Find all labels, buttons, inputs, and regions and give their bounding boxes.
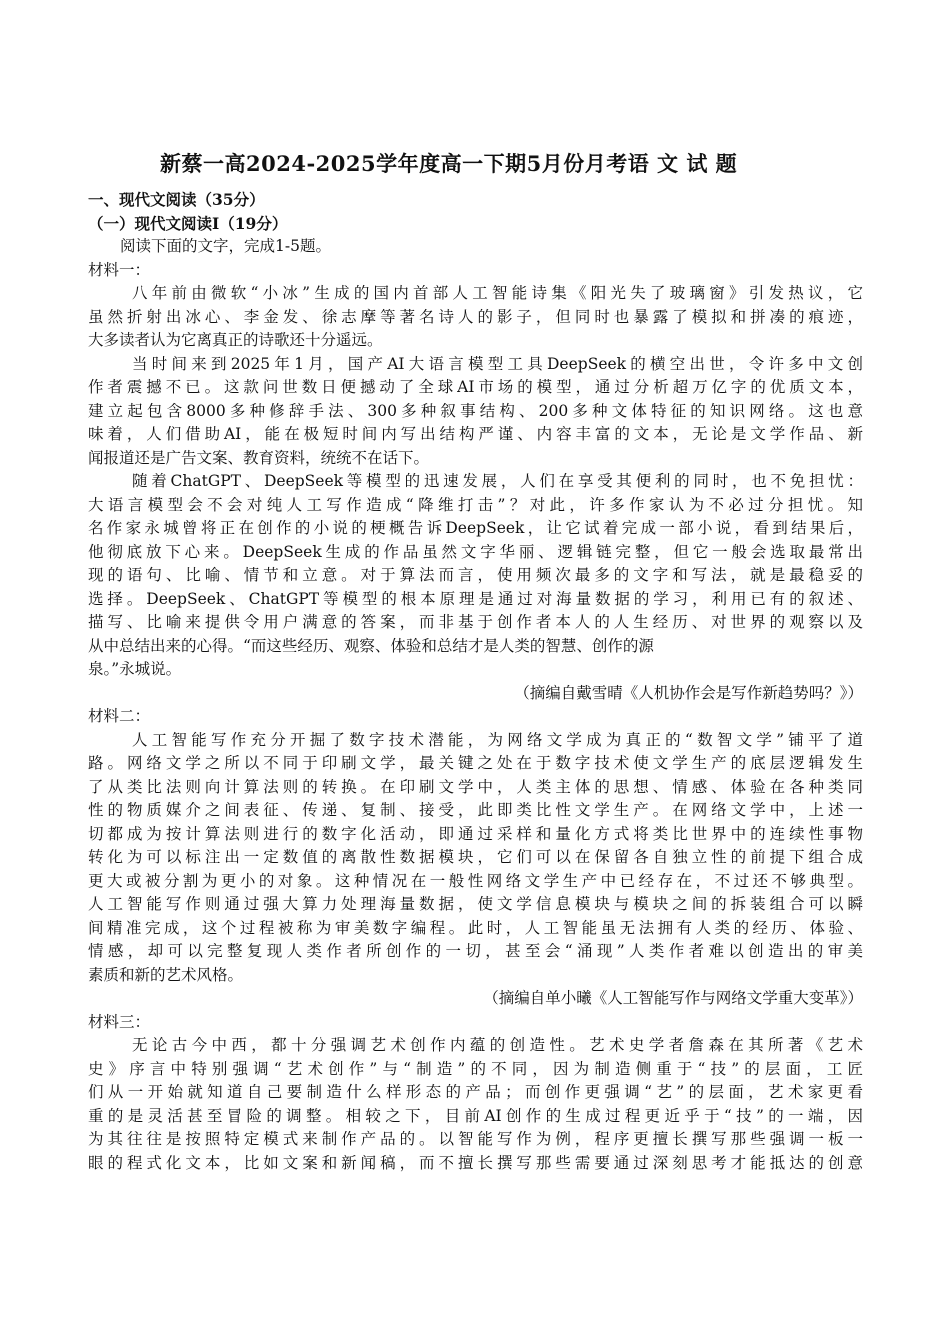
text-line: 人工智能写作充分开掘了数字技术潜能，为网络文学成为真正的“数智文学”铺平了道	[132, 730, 863, 749]
text-line: 性的物质媒介之间表征、传递、复制、接受，此即类比性文学生产。在网络文学中，上述一	[88, 801, 863, 819]
text-line: 作者震撼不已。这款问世数日便撼动了全球AI市场的模型，通过分析超万亿字的优质文本，	[88, 378, 863, 396]
text-line: 建立起包含8000多种修辞手法、300多种叙事结构、200多种文体特征的知识网络。这也意	[88, 401, 863, 420]
text-line: 间精准完成，这个过程被称为审美数字编程。此时，人工智能虽无法拥有人类的经历、体验、	[88, 918, 863, 937]
text-line: 名作家永城曾将正在创作的小说的梗概告诉DeepSeek，让它试着完成一部小说，看到结果后，	[88, 519, 863, 537]
text-line: 切都成为按计算法则进行的数字化活动，即通过采样和量化方式将类比世界中的连续性事物	[88, 824, 863, 843]
text-line: 泉。”永城说。	[88, 660, 182, 678]
text-line: 阅读下面的文字，完成1-5题。	[120, 237, 331, 255]
text-line: 选择。DeepSeek、ChatGPT等模型的根本原理是通过对海量数据的学习，利用已有的叙述、	[88, 589, 863, 608]
text-line: 眼的程式化文本，比如文案和新闻稿，而不擅长撰写那些需要通过深刻思考才能抵达的创意	[88, 1153, 863, 1172]
text-line: 从中总结出来的心得。“而这些经历、观察、体验和总结才是人类的智慧、创作的源	[88, 636, 654, 655]
text-line: 更大或被分割为更小的对象。这种情况在一般性网络文学生产中已经存在，不过还不够典型。	[88, 871, 863, 890]
text-line: 转化为可以标注出一定数值的离散性数据模块，它们可以在保留各自独立性的前提下组合成	[88, 848, 863, 866]
text-line: 随着ChatGPT、DeepSeek等模型的迅速发展，人们在享受其便利的同时，也不免担忧：	[132, 472, 863, 490]
text-line: 材料三：	[88, 1012, 151, 1031]
text-line: 们从一开始就知道自己要制造什么样形态的产品；而创作更强调“艺”的层面，艺术家更看	[88, 1083, 863, 1101]
text-line: 史》序言中特别强调“艺术创作”与“制造”的不同，因为制造侧重于“技”的层面，工匠	[88, 1059, 863, 1078]
text-line: 他彻底放下心来。DeepSeek生成的作品虽然文字华丽、逻辑链完整，但它一般会选取最常出	[88, 542, 863, 561]
text-line: 素质和新的艺术风格。	[88, 965, 244, 984]
text-line: 味着，人们借助AI，能在极短时间内写出结构严谨、内容丰富的文本，无论是文学作品、新	[88, 425, 863, 443]
text-line: 虽然折射出冰心、李金发、徐志摩等著名诗人的影子，但同时也暴露了模拟和拼凑的痕迹，	[88, 307, 863, 326]
text-line: 人工智能写作则通过强大算力处理海量数据，使文学信息模块与模块之间的拆装组合可以瞬	[88, 895, 863, 913]
text-line: 路。网络文学之所以不同于印刷文学，最关键之处在于数字技术使文学生产的底层逻辑发生	[88, 754, 863, 772]
text-line: 闻报道还是广告文案、教育资料，统统不在话下。	[88, 448, 430, 467]
text-line: 八年前由微软“小冰”生成的国内首部人工智能诗集《阳光失了玻璃窗》引发热议，它	[132, 284, 863, 302]
passage-body	[88, 188, 863, 1175]
text-line: 一、现代文阅读（35分）	[88, 190, 265, 209]
exam-title: 新蔡一高2024-2025学年度高一下期5月份月考语 文 试 题	[160, 151, 738, 176]
text-line: 情感，却可以完整复现人类作者所创作的一切，甚至会“涌现”人类作者难以创造出的审美	[88, 942, 863, 960]
text-line: 描写、比喻来提供令用户满意的答案，而非基于创作者本人的人生经历、对世界的观察以及	[88, 613, 863, 631]
text-line: 大语言模型会不会对纯人工写作造成“降维打击”？对此，许多作家认为不必过分担忧。知	[88, 495, 863, 514]
text-line: 为其往往是按照特定模式来制作产品的。以智能写作为例，程序更擅长撰写那些强调一板一	[88, 1130, 863, 1148]
text-line: （摘编自单小曦《人工智能写作与网络文学重大变革》）	[483, 989, 863, 1007]
text-line: （摘编自戴雪晴《人机协作会是写作新趋势吗？》）	[514, 683, 863, 702]
text-line: 大多读者认为它离真正的诗歌还十分遥远。	[88, 331, 383, 349]
text-line: 材料一：	[88, 260, 151, 279]
text-line: （一）现代文阅读Ⅰ（19分）	[88, 213, 288, 233]
text-line: 了从类比法则向计算法则的转换。在印刷文学中，人类主体的思想、情感、体验在各种类同	[88, 777, 863, 796]
text-line: 材料二：	[88, 707, 151, 725]
text-line: 重的是灵活甚至冒险的调整。相较之下，目前AI创作的生成过程更近乎于“技”的一端，因	[88, 1106, 863, 1125]
text-line: 无论古今中西，都十分强调艺术创作内蕴的创造性。艺术史学者詹森在其所著《艺术	[132, 1036, 863, 1054]
text-line: 当时间来到2025年1月，国产AI大语言模型工具DeepSeek的横空出世，令许多中文创	[132, 354, 863, 373]
text-line: 现的语句、比喻、情节和立意。对于算法而言，使用频次最多的文字和写法，就是最稳妥的	[88, 566, 863, 584]
